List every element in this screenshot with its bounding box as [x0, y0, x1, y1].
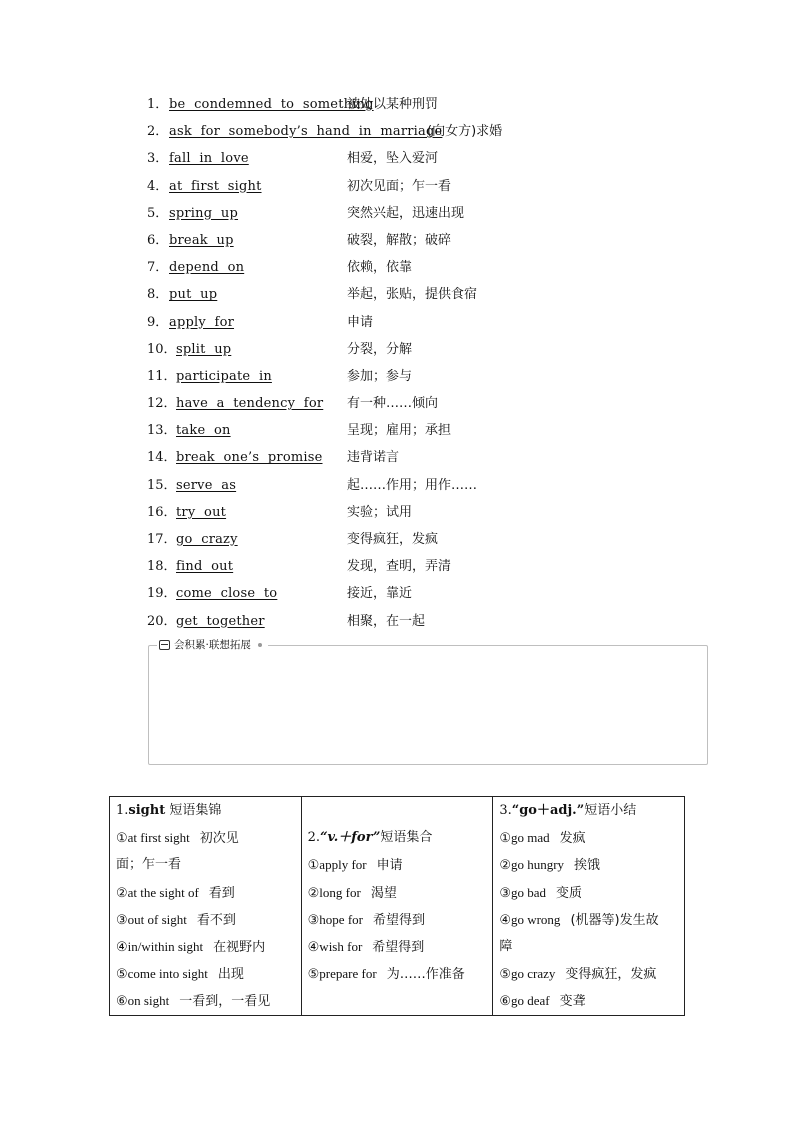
group-v-for: [301, 797, 493, 1016]
phrase-row: [147, 203, 707, 230]
group-go-adj: [493, 797, 685, 1016]
phrase-chinese: 变得疯狂，发疯: [347, 532, 439, 547]
list-item: [116, 960, 295, 987]
item-english: ⑤go crazy: [499, 966, 556, 982]
item-chinese: 变聋: [559, 994, 586, 1010]
item-english: ③hope for: [307, 911, 363, 927]
list-item: [499, 906, 678, 933]
phrase-number: 17．: [147, 532, 177, 547]
list-item: [308, 851, 487, 878]
phrase-number: 7．: [147, 260, 169, 276]
item-chinese: 渴望: [370, 885, 397, 901]
item-english: ⑥go deaf: [499, 993, 550, 1009]
phrase-row: [147, 366, 707, 393]
phrase-english: participate in: [176, 368, 272, 384]
phrase-chinese: 接近，靠近: [347, 586, 413, 602]
phrase-english: depend on: [169, 260, 245, 276]
phrase-number: 5．: [147, 205, 169, 221]
phrase-chinese: 参加；参与: [347, 368, 413, 384]
phrase-chinese: 申请: [347, 314, 374, 330]
phrase-row: [147, 230, 707, 257]
item-chinese: 为……作准备: [386, 967, 465, 983]
list-item: [308, 960, 487, 987]
phrase-row: [147, 176, 707, 203]
group-keyword: “go＋adj.”: [511, 803, 585, 818]
phrase-english: go crazy: [176, 532, 238, 547]
group-keyword: “v.＋for”: [320, 830, 381, 846]
item-chinese: 变质: [556, 885, 583, 901]
phrase-number: 2．: [147, 124, 169, 140]
item-english: ②go hungry: [499, 857, 565, 873]
group-num: 1.: [116, 803, 129, 818]
phrase-chinese: 破裂，解散；破碎: [347, 232, 452, 248]
item-chinese: 希望得到: [373, 912, 426, 928]
phrase-number: 3．: [147, 151, 169, 167]
phrase-row: [147, 611, 707, 638]
phrase-chinese: 突然兴起，迅速出现: [347, 205, 465, 221]
phrase-english: serve as: [176, 477, 237, 493]
item-chinese: 一看到，一看见: [179, 994, 271, 1010]
list-item: [308, 906, 487, 933]
phrase-english: at first sight: [169, 178, 262, 194]
item-chinese: 变得疯狂，发疯: [565, 967, 657, 983]
phrase-english: come close to: [176, 586, 278, 602]
phrase-chinese: 举起，张贴，提供食宿: [347, 287, 478, 303]
phrase-chinese: (向女方)求婚: [427, 124, 503, 140]
phrase-chinese: 相聚，在一起: [347, 613, 426, 629]
item-english: ⑥on sight: [116, 993, 170, 1009]
phrase-chinese: 被处以某种刑罚: [347, 97, 439, 112]
item-english: ④go wrong: [499, 911, 561, 927]
phrase-english: put up: [169, 287, 218, 303]
phrase-chinese: 发现，查明，弄清: [347, 559, 452, 575]
phrase-groups-table: [109, 796, 685, 1016]
phrase-number: 13．: [147, 423, 177, 439]
phrase-row: [147, 148, 707, 175]
phrase-number: 18．: [147, 559, 177, 575]
phrase-number: 16．: [147, 504, 177, 520]
phrase-number: 12．: [147, 396, 177, 412]
phrase-number: 4．: [147, 178, 169, 194]
item-chinese: 在视野内: [213, 939, 266, 955]
phrase-chinese: 呈现；雇用；承担: [347, 423, 452, 439]
list-item: [499, 824, 678, 851]
item-english: ④in/within sight: [116, 938, 204, 954]
item-chinese: 看到: [208, 885, 235, 901]
group-title: [116, 797, 295, 824]
phrase-english: get together: [176, 613, 265, 629]
item-english: ①at first sight: [116, 830, 190, 846]
list-item: [499, 879, 678, 906]
table-row: [110, 797, 685, 1016]
list-item: [308, 933, 487, 960]
phrase-row: [147, 94, 707, 121]
phrase-english: take on: [176, 423, 231, 439]
item-english: ⑤come into sight: [116, 966, 208, 982]
phrase-english: split up: [176, 341, 232, 357]
list-item: [116, 879, 295, 906]
group-title: [499, 797, 678, 824]
phrase-row: [147, 420, 707, 447]
phrase-number: 11．: [147, 368, 177, 384]
group-cn-title: 短语小结: [584, 803, 637, 818]
phrase-number: 10．: [147, 341, 177, 357]
phrase-row: [147, 393, 707, 420]
phrase-english: break one’s promise: [176, 450, 323, 466]
phrase-english: be condemned to something: [169, 97, 374, 112]
phrase-row: [147, 502, 707, 529]
phrase-number: 1．: [147, 97, 169, 112]
item-chinese: 出现: [217, 967, 244, 983]
phrase-chinese: 实验；试用: [347, 504, 413, 520]
item-english: ④wish for: [307, 938, 363, 954]
phrase-row: [147, 284, 707, 311]
accumulation-title: 会积累·联想拓展: [174, 639, 251, 651]
phrase-row: [147, 312, 707, 339]
phrase-english: have a tendency for: [176, 396, 324, 412]
group-num: 2.: [307, 830, 321, 846]
phrase-english: break up: [169, 232, 234, 248]
dot-icon: [258, 643, 262, 647]
group-cn-title: 短语集合: [380, 830, 433, 846]
phrase-english: spring up: [169, 205, 239, 221]
phrase-number: 14．: [147, 450, 177, 466]
group-title: [308, 824, 487, 851]
phrase-row: [147, 339, 707, 366]
phrase-number: 15．: [147, 477, 177, 493]
phrase-row: [147, 447, 707, 474]
phrase-english: try out: [176, 504, 227, 520]
item-english: ③out of sight: [116, 911, 187, 927]
item-english: ⑤prepare for: [307, 966, 377, 982]
spacer: [308, 797, 487, 824]
item-chinese: 申请: [376, 858, 403, 874]
item-chinese: 初次见: [199, 831, 239, 847]
book-icon: [159, 640, 170, 650]
item-english: ①go mad: [499, 830, 550, 846]
item-chinese: 障: [499, 938, 513, 954]
item-english: ②long for: [307, 884, 361, 900]
phrase-chinese: 相爱，坠入爱河: [347, 151, 439, 167]
phrase-number: 6．: [147, 232, 169, 248]
item-chinese: 挨饿: [574, 858, 601, 874]
list-item: [116, 987, 295, 1014]
phrase-number: 19．: [147, 586, 177, 602]
phrase-chinese: 起……作用；用作……: [347, 477, 478, 493]
list-item: [116, 933, 295, 960]
item-chinese: 面；乍一看: [116, 857, 182, 873]
group-keyword: sight: [128, 803, 166, 818]
item-english: ③go bad: [499, 884, 546, 900]
list-item: [499, 933, 678, 960]
phrase-chinese: 分裂，分解: [347, 341, 413, 357]
phrase-chinese: 初次见面；乍一看: [347, 178, 452, 194]
phrase-english: find out: [176, 559, 234, 575]
item-english: ①apply for: [307, 857, 367, 873]
item-chinese: 看不到: [196, 912, 236, 928]
phrase-number: 8．: [147, 287, 169, 303]
item-english: ②at the sight of: [116, 884, 199, 900]
group-sight: [110, 797, 302, 1016]
phrase-row: [147, 121, 707, 148]
phrase-chinese: 违背诺言: [347, 450, 400, 466]
list-item: [308, 879, 487, 906]
accumulation-box: [148, 645, 708, 765]
phrase-chinese: 依赖，依靠: [347, 260, 413, 276]
phrase-row: [147, 556, 707, 583]
group-cn-title: 短语集锦: [169, 803, 222, 818]
group-num: 3.: [499, 803, 512, 818]
phrase-chinese: 有一种……倾向: [347, 396, 439, 412]
list-item: [499, 851, 678, 878]
phrase-list: [147, 94, 707, 638]
phrase-number: 9．: [147, 314, 169, 330]
phrase-row: [147, 257, 707, 284]
accumulation-header: [157, 637, 268, 653]
item-chinese: (机器等)发生故: [570, 912, 659, 928]
phrase-row: [147, 529, 707, 556]
item-chinese: 发疯: [559, 831, 586, 847]
list-item: [116, 906, 295, 933]
list-item: [499, 987, 678, 1014]
item-chinese: 希望得到: [372, 939, 425, 955]
phrase-number: 20．: [147, 613, 177, 629]
phrase-english: ask for somebody’s hand in marriage: [169, 124, 443, 140]
phrase-row: [147, 475, 707, 502]
list-item: [116, 851, 295, 878]
phrase-english: fall in love: [169, 151, 249, 167]
list-item: [116, 824, 295, 851]
list-item: [499, 960, 678, 987]
phrase-row: [147, 583, 707, 610]
phrase-english: apply for: [169, 314, 235, 330]
